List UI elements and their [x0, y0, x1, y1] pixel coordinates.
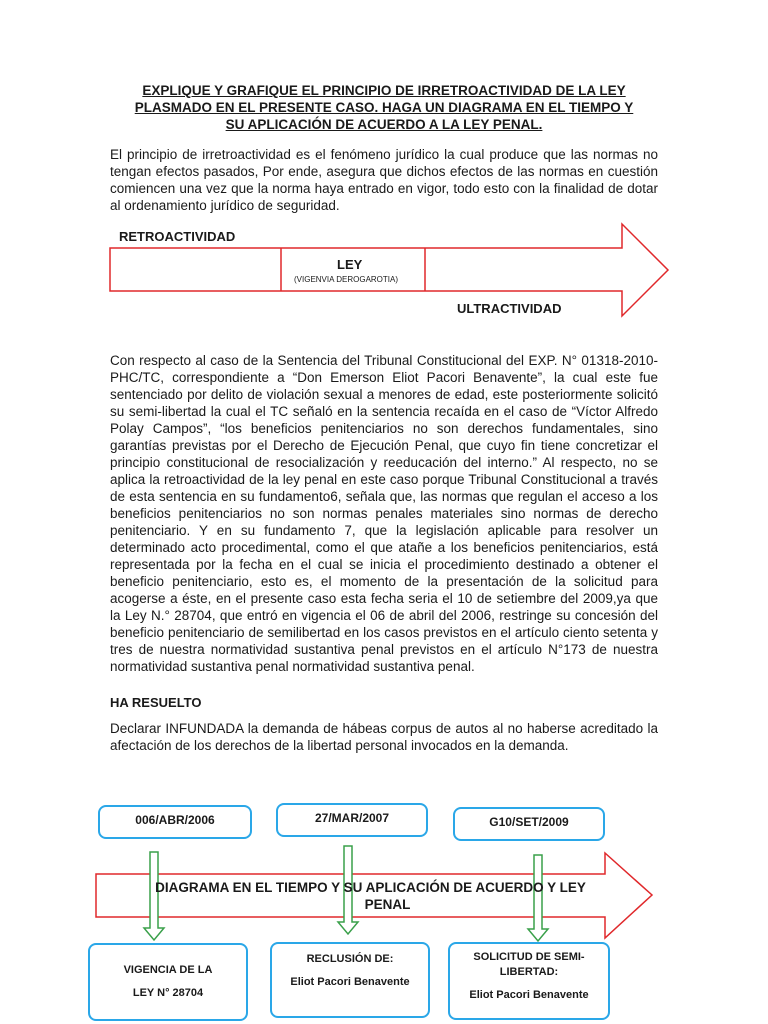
time-diagram-text-line-1: DIAGRAMA EN EL TIEMPO Y SU APLICACIÓN DE ACUERDO Y LEY	[155, 880, 586, 895]
title-line-1: EXPLIQUE Y GRAFIQUE EL PRINCIPIO DE IRRETROACTIVIDAD DE LA LEY	[142, 83, 626, 98]
date-box-2006: 006/ABR/2006	[98, 805, 252, 839]
solicitud-box-line-1: SOLICITUD DE SEMI-	[473, 951, 585, 963]
vigencia-label: (VIGENVIA DEROGAROTIA)	[294, 275, 399, 284]
date-box-2007: 27/MAR/2007	[276, 803, 428, 837]
solicitud-box-line-2: LIBERTAD:	[499, 966, 559, 978]
time-diagram-text-line-2: PENAL	[364, 897, 411, 912]
solicitud-box	[448, 942, 610, 1020]
vigencia-box-line-2: LEY N° 28704	[132, 987, 204, 999]
time-diagram-text	[96, 879, 605, 913]
resuelto-paragraph: Declarar INFUNDADA la demanda de hábeas corpus de autos al no haberse acreditado la afectación de los derechos de la libertad personal invocados en la demanda.	[110, 721, 658, 753]
vigencia-box	[88, 943, 248, 1021]
title-line-2: PLASMADO EN EL PRESENTE CASO. HAGA UN DIAGRAMA EN EL TIEMPO Y	[134, 100, 634, 115]
reclusion-box	[270, 942, 430, 1018]
reclusion-box-line-2: Eliot Pacori Benavente	[290, 976, 410, 988]
ultractividad-label: ULTRACTIVIDAD	[457, 301, 562, 316]
ley-label: LEY	[337, 257, 363, 272]
intro-paragraph: El principio de irretroactividad es el fenómeno jurídico la cual produce que las normas no tengan efectos pasados, Por ende, asegura que dichos efectos de las normas en cuestión comiencen una vez que la norma haya entrado en vigor, todo esto con la finalidad de dotar al ordenamiento jurídico de seguridad.	[110, 147, 658, 213]
retroactividad-label: RETROACTIVIDAD	[119, 229, 236, 244]
title-line-3: SU APLICACIÓN DE ACUERDO A LA LEY PENAL.	[225, 117, 543, 132]
resuelto-heading: HA RESUELTO	[110, 695, 202, 710]
solicitud-box-line-3: Eliot Pacori Benavente	[469, 989, 589, 1001]
vigencia-box-line-1: VIGENCIA DE LA	[123, 964, 213, 976]
date-box-2009: G10/SET/2009	[453, 807, 605, 841]
case-paragraph: Con respecto al caso de la Sentencia del Tribunal Constitucional del EXP. N° 01318-2010- PHC/TC, correspondiente a “Don Emerson Eliot Pacori Benavente”, la cual este fue sentenciado por delito de violación sexual a menores de edad, este posteriormente solicitó su semi-libertad la cual el TC señaló en la sentencia recaída en el caso de “Víctor Alfredo Polay Campos”, “los beneficios penitenciarios no son derechos fundamentales, sino garantías previstas por el Derecho de Ejecución Penal, que cuyo fin tiene concretizar el principio constitucional de resocialización y reeducación del interno.” Al respecto, no se aplica la retroactividad de la ley penal en este caso porque Tribunal Constitucional a través de esta sentencia en su fundamento6, señala que, las normas que regulan el acceso a los beneficios penitenciarios no son normas penales materiales sino normas de derecho penitenciario. Y en su fundamento 7, que la legislación aplicable para resolver un determinado acto procedimental, como el que atañe a los beneficios penitenciarios, está representada por la fecha en el cual se inicia el procedimiento destinado a obtener el beneficio penitenciario, esto es, el momento de la presentación de la solicitud para acogerse a éste, en el presente caso esta fecha seria el 10 de setiembre del 2009,ya que la Ley N.° 28704, que entró en vigencia el 06 de abril del 2006, restringe su concesión del beneficio penitenciario de semilibertad en los casos previstos en el artículo ciento setenta y tres de nuestra normatividad sustantiva penal previstos en el artículo N°173 de nuestra normatividad sustantiva penal normatividad sustantiva penal.	[110, 353, 658, 674]
reclusion-box-line-1: RECLUSIÓN DE:	[306, 953, 394, 965]
